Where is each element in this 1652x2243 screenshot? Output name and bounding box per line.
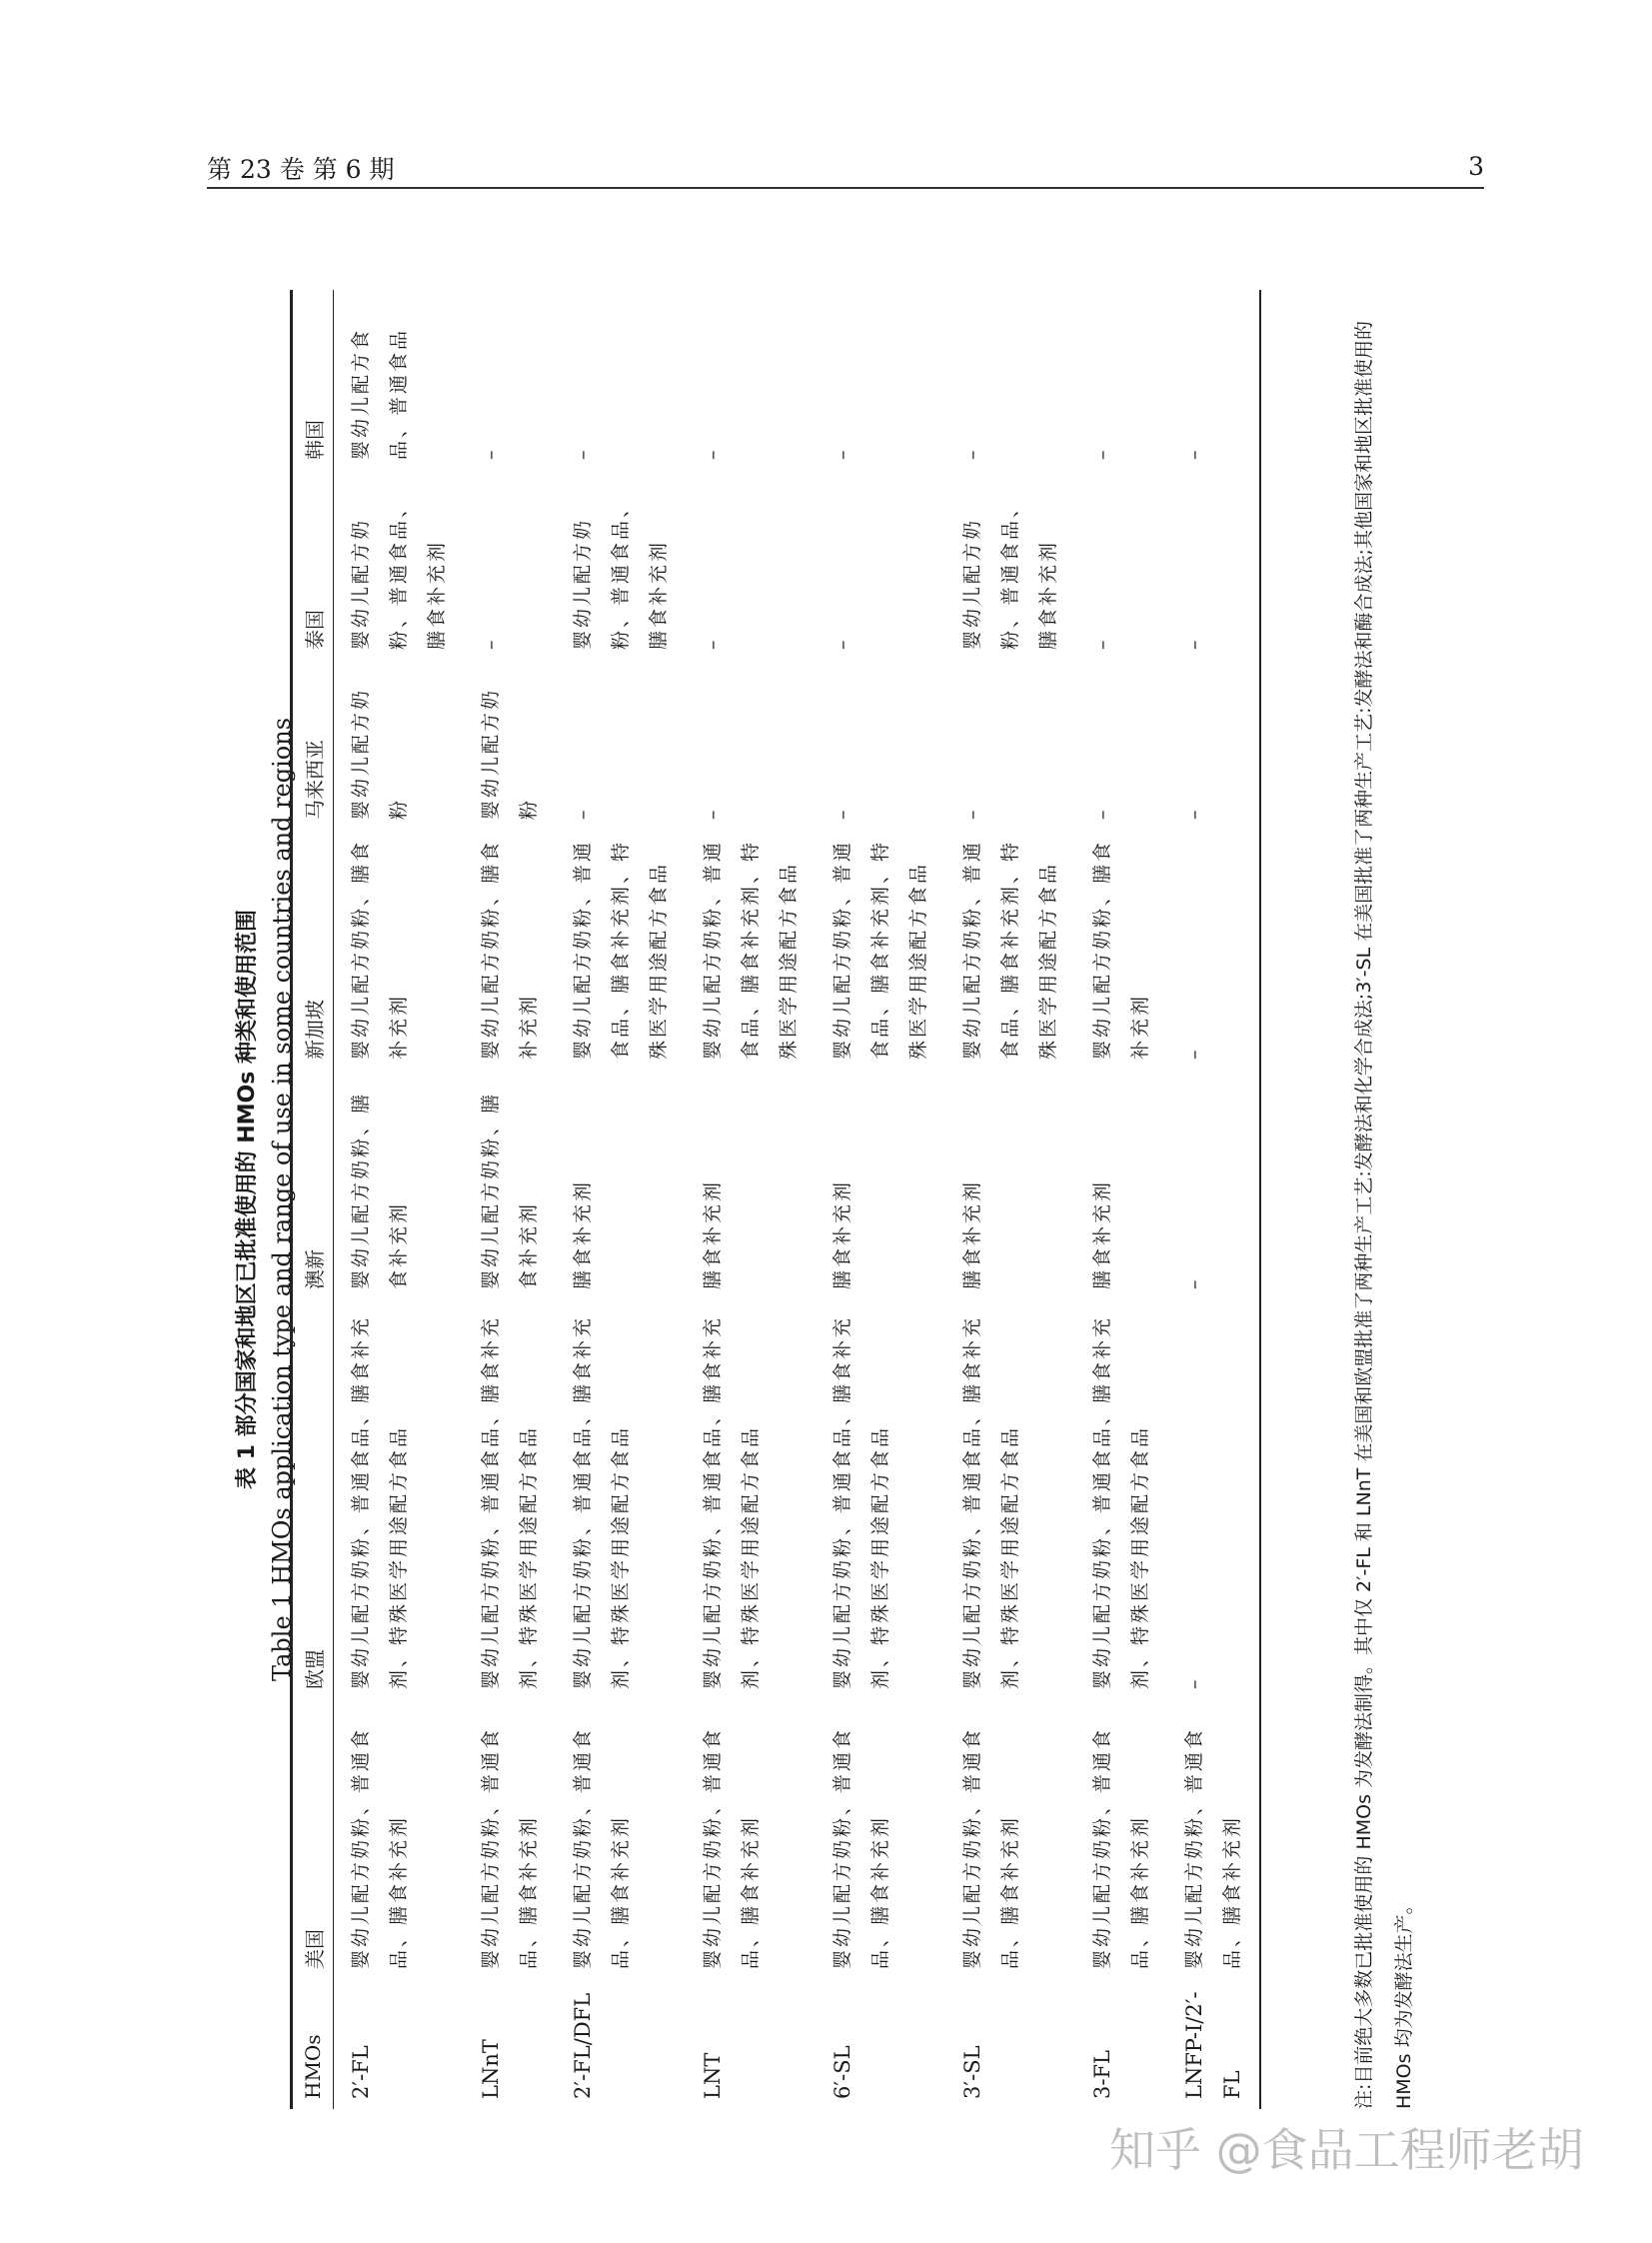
col-header: 马来西亚: [292, 660, 334, 830]
cell: 婴幼儿配方奶粉、膳食补充剂: [480, 1091, 540, 1289]
zhihu-watermark: 知乎 @食品工程师老胡: [1109, 2123, 1584, 2177]
col-header: 澳新: [292, 1070, 334, 1299]
cell: –: [702, 807, 724, 820]
header-rule: [207, 187, 1484, 189]
cell: –: [702, 447, 724, 460]
cell: 婴幼儿配方奶粉、普通食品、膳食补充剂、特殊医学用途配方食品: [350, 1314, 410, 1689]
cell: 婴幼儿配方奶粉、普通食品、膳食补充剂: [350, 1726, 410, 1969]
cell: 婴幼儿配方奶粉、普通食品、膳食补充剂: [480, 1726, 540, 1969]
cell: 婴幼儿配方奶粉、普通食品、膳食补充剂: [1167, 1699, 1260, 1979]
col-header: 新加坡: [292, 830, 334, 1070]
cell: –: [1091, 637, 1113, 650]
cell: 3-FL: [1090, 2050, 1114, 2099]
hmo-table: [290, 290, 1261, 2109]
cell: 婴幼儿配方奶粉、膳食补充剂: [350, 839, 410, 1060]
table-title-cn: 表 1 部分国家和地区已批准使用的 HMOs 种类和使用范围: [235, 909, 260, 1490]
cell: 婴幼儿配方奶粉、普通食品、膳食补充剂: [572, 1726, 632, 1969]
cell: 婴幼儿配方奶粉、普通食品、膳食补充剂、特殊医学用途配方食品: [572, 839, 670, 1060]
cell: 婴幼儿配方奶粉、普通食品、膳食补充剂、特殊医学用途配方食品: [831, 839, 929, 1060]
cell: 婴幼儿配方奶粉、膳食补充剂: [1091, 839, 1151, 1060]
table-row: [556, 290, 686, 2109]
cell: –: [961, 807, 983, 820]
cell: 婴幼儿配方食品、普通食品: [350, 327, 410, 460]
col-header: HMOs: [292, 1979, 334, 2109]
cell: 婴幼儿配方奶粉、膳食补充剂: [480, 839, 540, 1060]
cell: –: [961, 447, 983, 460]
cell: 婴幼儿配方奶粉、普通食品、膳食补充剂、特殊医学用途配方食品: [572, 1314, 632, 1689]
cell: 婴幼儿配方奶粉、普通食品、膳食补充剂: [572, 495, 670, 650]
cell: –: [1167, 1070, 1260, 1299]
journal-issue: 第 23 卷 第 6 期: [207, 155, 395, 184]
page-number: 3: [1468, 152, 1484, 181]
table-note: 注:目前绝大多数已批准使用的 HMOs 为发酵法制得。其中仅 2′-FL 和 LNnT 在美国和欧盟批准了两种生产工艺:发酵法和化学合成法;3′-SL 在美国批准了两种生产工艺:发酵法和酶合成法;其他国家和地区批准使用的 HMOs 均为发酵法生产。: [1353, 321, 1415, 2109]
cell: 婴幼儿配方奶粉、普通食品、膳食补充剂: [702, 1726, 762, 1969]
cell: 婴幼儿配方奶粉、普通食品、膳食补充剂、特殊医学用途配方食品: [1091, 1314, 1151, 1689]
cell: 婴幼儿配方奶粉、普通食品、膳食补充剂: [961, 1726, 1021, 1969]
rotated-table-block: [230, 290, 1415, 2109]
table-row: [945, 290, 1075, 2109]
cell: LNT: [701, 2052, 725, 2099]
cell: –: [1091, 807, 1113, 820]
col-header: 泰国: [292, 470, 334, 660]
cell: 膳食补充剂: [831, 1178, 853, 1289]
cell: –: [1167, 830, 1260, 1070]
table-row: [1167, 290, 1260, 2109]
cell: 膳食补充剂: [702, 1178, 724, 1289]
cell: –: [831, 637, 853, 650]
cell: 6′-SL: [830, 2045, 854, 2099]
table-header-row: [292, 290, 334, 2109]
cell: –: [1167, 470, 1260, 660]
cell: 婴幼儿配方奶粉、普通食品、膳食补充剂: [961, 495, 1059, 650]
cell: 婴幼儿配方奶粉、普通食品、膳食补充剂、特殊医学用途配方食品: [961, 1314, 1021, 1689]
cell: –: [1167, 290, 1260, 470]
table-row: [816, 290, 945, 2109]
cell: 婴幼儿配方奶粉、普通食品、膳食补充剂: [350, 495, 448, 650]
cell: 婴幼儿配方奶粉、普通食品、膳食补充剂、特殊医学用途配方食品: [702, 839, 800, 1060]
cell: 婴幼儿配方奶粉、膳食补充剂: [350, 1091, 410, 1289]
cell: 3′-SL: [960, 2045, 984, 2099]
cell: 婴幼儿配方奶粉、普通食品、膳食补充剂: [1091, 1726, 1151, 1969]
cell: –: [1091, 447, 1113, 460]
table-row: [686, 290, 816, 2109]
col-header: 美国: [292, 1699, 334, 1979]
cell: 婴幼儿配方奶粉、普通食品、膳食补充剂、特殊医学用途配方食品: [961, 839, 1059, 1060]
cell: 膳食补充剂: [1091, 1178, 1113, 1289]
cell: –: [572, 807, 594, 820]
cell: –: [572, 447, 594, 460]
table-row: [464, 290, 556, 2109]
table-title-en: Table 1 HMOs application type and range of use in some countries and regions: [268, 717, 296, 1682]
cell: –: [1167, 1299, 1260, 1699]
table-row: [1075, 290, 1167, 2109]
cell: LNnT: [479, 2039, 503, 2099]
cell: –: [480, 637, 502, 650]
cell: –: [480, 447, 502, 460]
cell: 婴幼儿配方奶粉、普通食品、膳食补充剂、特殊医学用途配方食品: [702, 1314, 762, 1689]
cell: 婴幼儿配方奶粉: [480, 687, 540, 820]
cell: 婴幼儿配方奶粉、普通食品、膳食补充剂、特殊医学用途配方食品: [831, 1314, 891, 1689]
cell: 膳食补充剂: [961, 1178, 983, 1289]
col-header: 韩国: [292, 290, 334, 470]
cell: 婴幼儿配方奶粉、普通食品、膳食补充剂: [831, 1726, 891, 1969]
cell: 婴幼儿配方奶粉、普通食品、膳食补充剂、特殊医学用途配方食品: [480, 1314, 540, 1689]
cell: –: [1167, 660, 1260, 830]
col-header: 欧盟: [292, 1299, 334, 1699]
cell: LNFP-I/2′-FL: [1167, 1979, 1260, 2109]
cell: –: [831, 807, 853, 820]
cell: –: [831, 447, 853, 460]
cell: –: [702, 637, 724, 650]
cell: 2′-FL/DFL: [571, 1992, 595, 2099]
cell: 膳食补充剂: [572, 1178, 594, 1289]
cell: 婴幼儿配方奶粉: [350, 687, 410, 820]
table-row: [334, 290, 465, 2109]
cell: 2′-FL: [349, 2045, 373, 2099]
